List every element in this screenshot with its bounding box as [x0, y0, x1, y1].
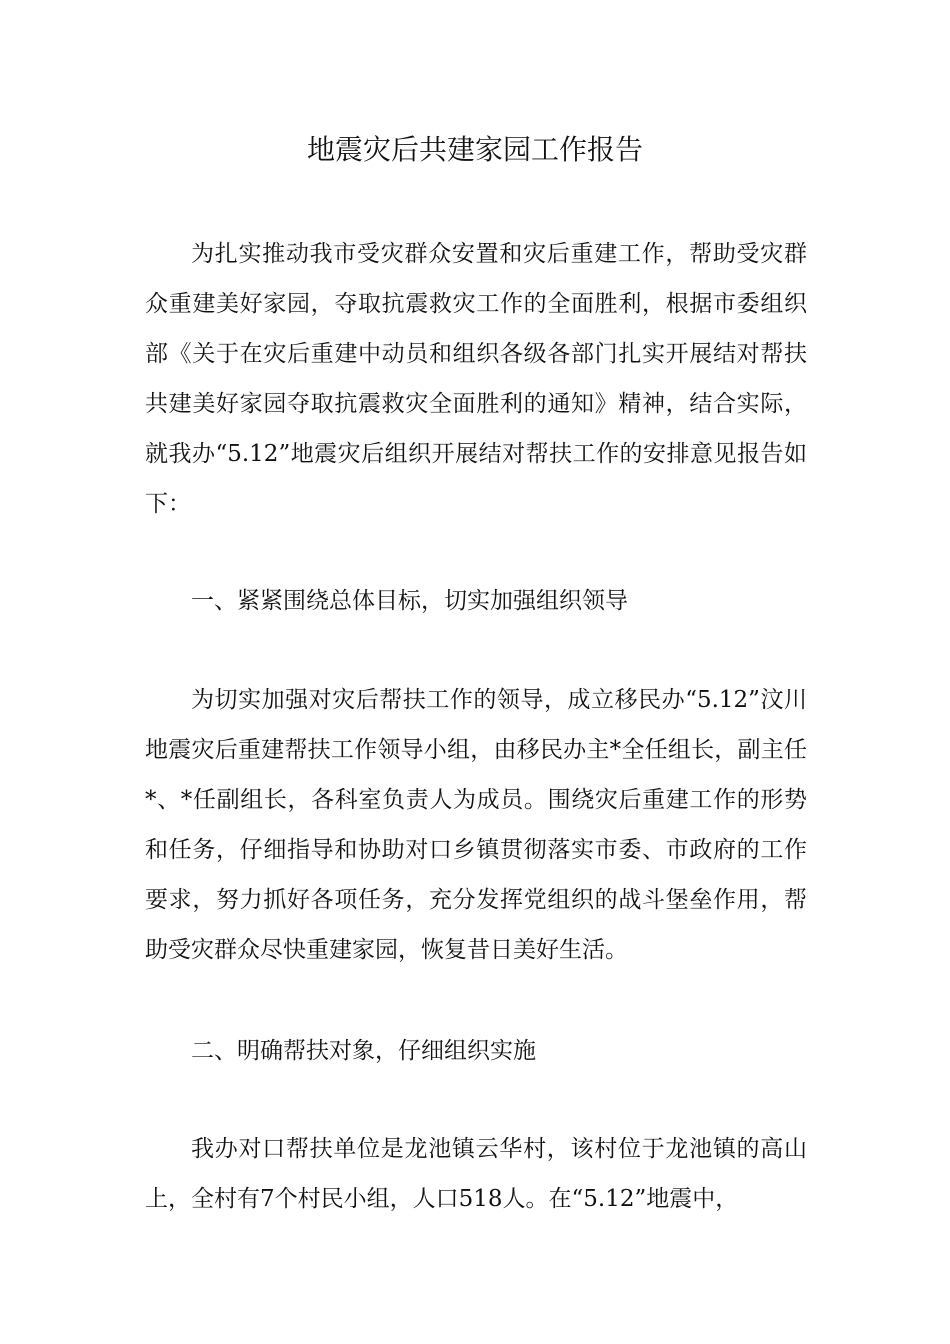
paragraph-assistance-target: 我办对口帮扶单位是龙池镇云华村，该村位于龙池镇的高山上，全村有7个村民小组，人口518人。在“5.12”地震中， — [145, 1136, 807, 1212]
section-heading-1: 一、紧紧围绕总体目标，切实加强组织领导 — [191, 588, 628, 614]
paragraph-intro: 为扎实推动我市受灾群众安置和灾后重建工作，帮助受灾群众重建美好家园，夺取抗震救灾工作的全面胜利，根据市委组织部《关于在灾后重建中动员和组织各级各部门扎实开展结对帮扶共建美好家园夺取抗震救灾全面胜利的通知》精神，结合实际，就我办“5.12”地震灾后组织开展结对帮扶工作的安排意见报告如下： — [145, 241, 807, 517]
section-heading-2: 二、明确帮扶对象，仔细组织实施 — [191, 1038, 536, 1064]
paragraph-leadership: 为切实加强对灾后帮扶工作的领导，成立移民办“5.12”汶川地震灾后重建帮扶工作领导小组，由移民办主*全任组长，副主任*、*任副组长，各科室负责人为成员。围绕灾后重建工作的形势和任务，仔细指导和协助对口乡镇贯彻落实市委、市政府的工作要求，努力抓好各项任务，充分发挥党组织的战斗堡垒作用，帮助受灾群众尽快重建家园，恢复昔日美好生活。 — [145, 687, 807, 963]
document-title: 地震灾后共建家园工作报告 — [306, 133, 643, 166]
